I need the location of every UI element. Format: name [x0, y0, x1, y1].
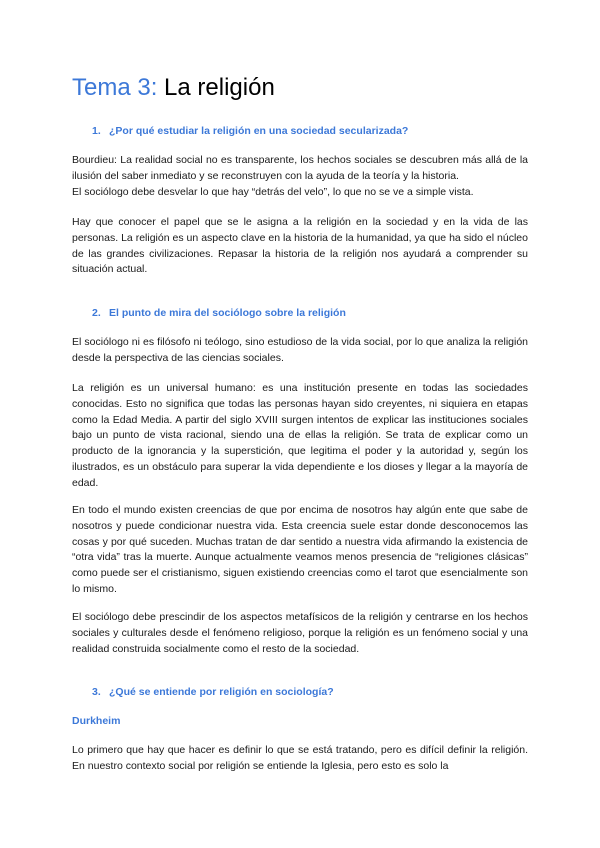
- section-heading-text: El punto de mira del sociólogo sobre la religión: [109, 307, 346, 319]
- title-text: La religión: [164, 74, 275, 101]
- paragraph-beliefs: En todo el mundo existen creencias de que por encima de nosotros hay algún ente que sabe de nosotros y puede condicionar nuestra vida. Esta creencia suele estar donde desconocemos las cosas y por qué suceden. Muchas tratan de dar sentido a nuestra vida afirmando la existencia de “otra vida” tras la muerte. Aunque actualmente veamos menos presencia de “religiones clásicas” como puede ser el cristianismo, siguen existiendo creencias como el tarot que esencialmente son lo mismo.: [72, 504, 528, 595]
- section-number: 2.: [92, 307, 101, 319]
- paragraph-line: Bourdieu: La realidad social no es transparente, los hechos sociales se descubren más allá de la ilusión del saber inmediato y se reconstruyen con la ayuda de la teoría y la historia.: [72, 154, 528, 182]
- section-number: 3.: [92, 686, 101, 698]
- page-title: [72, 72, 275, 104]
- paragraph-metaphysics: El sociólogo debe prescindir de los aspectos metafísicos de la religión y centrarse en los hechos sociales y culturales desde el fenómeno religioso, porque la religión es un fenómeno social y una realidad construida socialmente como el resto de la sociedad.: [72, 611, 528, 655]
- title-number: Tema 3:: [72, 74, 158, 101]
- section-heading-text: ¿Qué se entiende por religión en sociología?: [109, 686, 334, 698]
- paragraph-line: El sociólogo debe desvelar lo que hay “detrás del velo”, lo que no se ve a simple vista.: [72, 185, 474, 198]
- subheading-durkheim: Durkheim: [72, 715, 121, 727]
- paragraph-definition: Lo primero que hay que hacer es definir lo que se está tratando, pero es difícil definir la religión. En nuestro contexto social por religión se entiende la Iglesia, pero esto es solo la: [72, 744, 528, 772]
- paragraph-role-of-religion: Hay que conocer el papel que se le asigna a la religión en la sociedad y en la vida de las personas. La religión es un aspecto clave en la historia de la humanidad, ya que ha sido el núcleo de las grandes civilizaciones. Repasar la historia de la religión nos ayudará a comprender su situación actual.: [72, 216, 528, 276]
- section-heading-2: [92, 307, 346, 319]
- paragraph-sociologist: El sociólogo ni es filósofo ni teólogo, sino estudioso de la vida social, por lo que analiza la religión desde la perspectiva de las ciencias sociales.: [72, 336, 528, 364]
- section-heading-1: [92, 125, 408, 137]
- paragraph-bourdieu: [72, 153, 528, 200]
- section-heading-text: ¿Por qué estudiar la religión en una sociedad secularizada?: [109, 125, 409, 137]
- paragraph-universal-human: La religión es un universal humano: es una institución presente en todas las sociedades conocidas. Esto no significa que todas las personas hayan sido creyentes, ni siquiera en etapas como la Edad Media. A partir del siglo XVIII surgen intentos de explicar las instituciones sociales bajo un punto de vista racional, siendo una de ellas la religión. Se trata de explicar como un producto de la ignorancia y la superstición, que legitima el poder y la autoridad y, según los ilustrados, es un obstáculo para superar la vida dependiente e los dioses y llegar a la mayoría de edad.: [72, 382, 528, 489]
- section-heading-3: [92, 686, 334, 698]
- section-number: 1.: [92, 125, 101, 137]
